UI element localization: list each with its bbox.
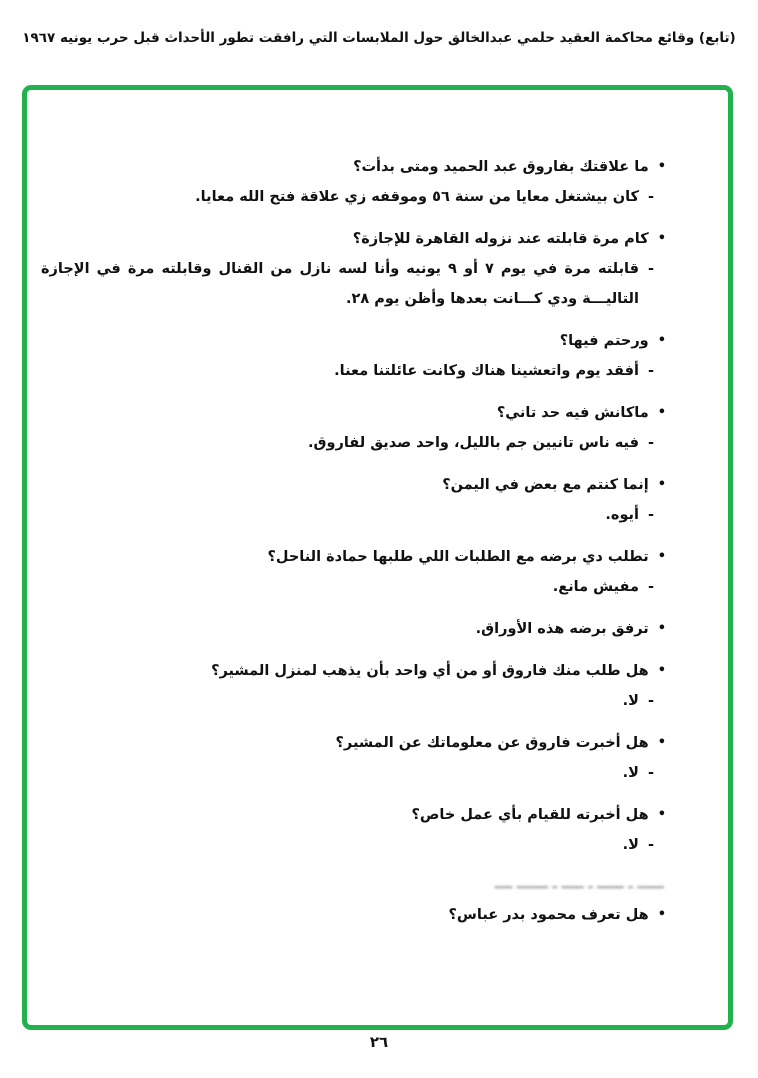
qa-group (41, 470, 666, 530)
question-line (41, 900, 666, 930)
statement-group (41, 614, 666, 644)
transcript-content (27, 90, 728, 1025)
dash-marker: - (647, 579, 654, 595)
page-number: ٢٦ (369, 1033, 389, 1051)
question-text: ما علاقتك بفاروق عبد الحميد ومتى بدأت؟ (353, 159, 649, 175)
qa-group (41, 800, 666, 860)
question-line (41, 728, 666, 758)
question-text: كام مرة قابلته عند نزوله القاهرة للإجازة؟ (352, 231, 649, 247)
qa-group (41, 542, 666, 602)
erased-text-smudge: ــــــ ـ ــــــ ـ ـــــ ـ ـــــــ ــــ (494, 877, 664, 892)
bullet-marker: • (657, 405, 666, 420)
question-line (41, 800, 666, 830)
dash-marker: - (647, 363, 654, 379)
qa-group (41, 900, 666, 930)
answer-text: لا. (622, 765, 639, 781)
qa-group (41, 326, 666, 386)
qa-group (41, 398, 666, 458)
answer-text: فيه ناس تانيين جم بالليل، واحد صديق لفاروق. (307, 435, 639, 451)
dash-marker: - (647, 765, 654, 781)
statement-line (41, 614, 666, 644)
question-text: هل أخبرت فاروق عن معلوماتك عن المشير؟ (335, 735, 649, 751)
answer-line (41, 758, 666, 788)
answer-line (41, 830, 666, 860)
qa-group (41, 656, 666, 716)
qa-group (41, 728, 666, 788)
answer-text: مفيش مانع. (552, 579, 639, 595)
answer-line (41, 428, 666, 458)
bullet-marker: • (657, 549, 666, 564)
question-line (41, 470, 666, 500)
dash-marker: - (647, 189, 654, 205)
answer-text: لا. (622, 693, 639, 709)
bullet-marker: • (657, 333, 666, 348)
qa-group (41, 224, 666, 314)
bullet-marker: • (657, 807, 666, 822)
dash-marker: - (647, 693, 654, 709)
bullet-marker: • (657, 231, 666, 246)
bullet-marker: • (657, 907, 666, 922)
question-line (41, 224, 666, 254)
question-text: ماكانش فيه حد تاني؟ (496, 405, 649, 421)
dash-marker: - (647, 507, 654, 523)
dash-marker: - (647, 837, 654, 853)
question-text: هل تعرف محمود بدر عباس؟ (448, 907, 649, 923)
green-border-frame (22, 85, 733, 1030)
answer-line (41, 686, 666, 716)
question-text: تطلب دي برضه مع الطلبات اللي طلبها حمادة الناحل؟ (267, 549, 649, 565)
answer-line (41, 182, 666, 212)
answer-text: كان بيشتغل معايا من سنة ٥٦ وموقفه زي علاقة فتح الله معايا. (195, 189, 639, 205)
question-line (41, 152, 666, 182)
question-text: إنما كنتم مع بعض في اليمن؟ (442, 477, 649, 493)
page-header: (تابع) وقائع محاكمة العقيد حلمي عبدالخالق حول الملابسات التي رافقت تطور الأحداث قبل حرب يونيه ١٩٦٧ (22, 30, 736, 46)
answer-line (41, 254, 666, 314)
dash-marker: - (647, 261, 654, 277)
bullet-marker: • (657, 159, 666, 174)
answer-text: قابلته مرة في يوم ٧ أو ٩ يونيه وأنا لسه نازل من القنال وقابلته مرة في الإجازة التاليـــة ودي كـــانت بعدها وأظن يوم ٢٨. (41, 261, 639, 307)
answer-text: أفقد يوم واتعشينا هناك وكانت عائلتنا معنا. (334, 363, 639, 379)
question-line (41, 542, 666, 572)
statement-text: ترفق برضه هذه الأوراق. (475, 621, 649, 637)
question-line (41, 656, 666, 686)
answer-text: لا. (622, 837, 639, 853)
bullet-marker: • (657, 477, 666, 492)
dash-marker: - (647, 435, 654, 451)
answer-line (41, 356, 666, 386)
bullet-marker: • (657, 735, 666, 750)
answer-line (41, 572, 666, 602)
question-line (41, 398, 666, 428)
bullet-marker: • (657, 663, 666, 678)
qa-group (41, 152, 666, 212)
question-text: هل أخبرته للقيام بأي عمل خاص؟ (411, 807, 649, 823)
question-text: هل طلب منك فاروق أو من أي واحد بأن يذهب لمنزل المشير؟ (211, 663, 649, 679)
answer-text: أيوه. (605, 507, 639, 523)
question-line (41, 326, 666, 356)
answer-line (41, 500, 666, 530)
bullet-marker: • (657, 621, 666, 636)
question-text: ورحتم فيها؟ (559, 333, 649, 349)
